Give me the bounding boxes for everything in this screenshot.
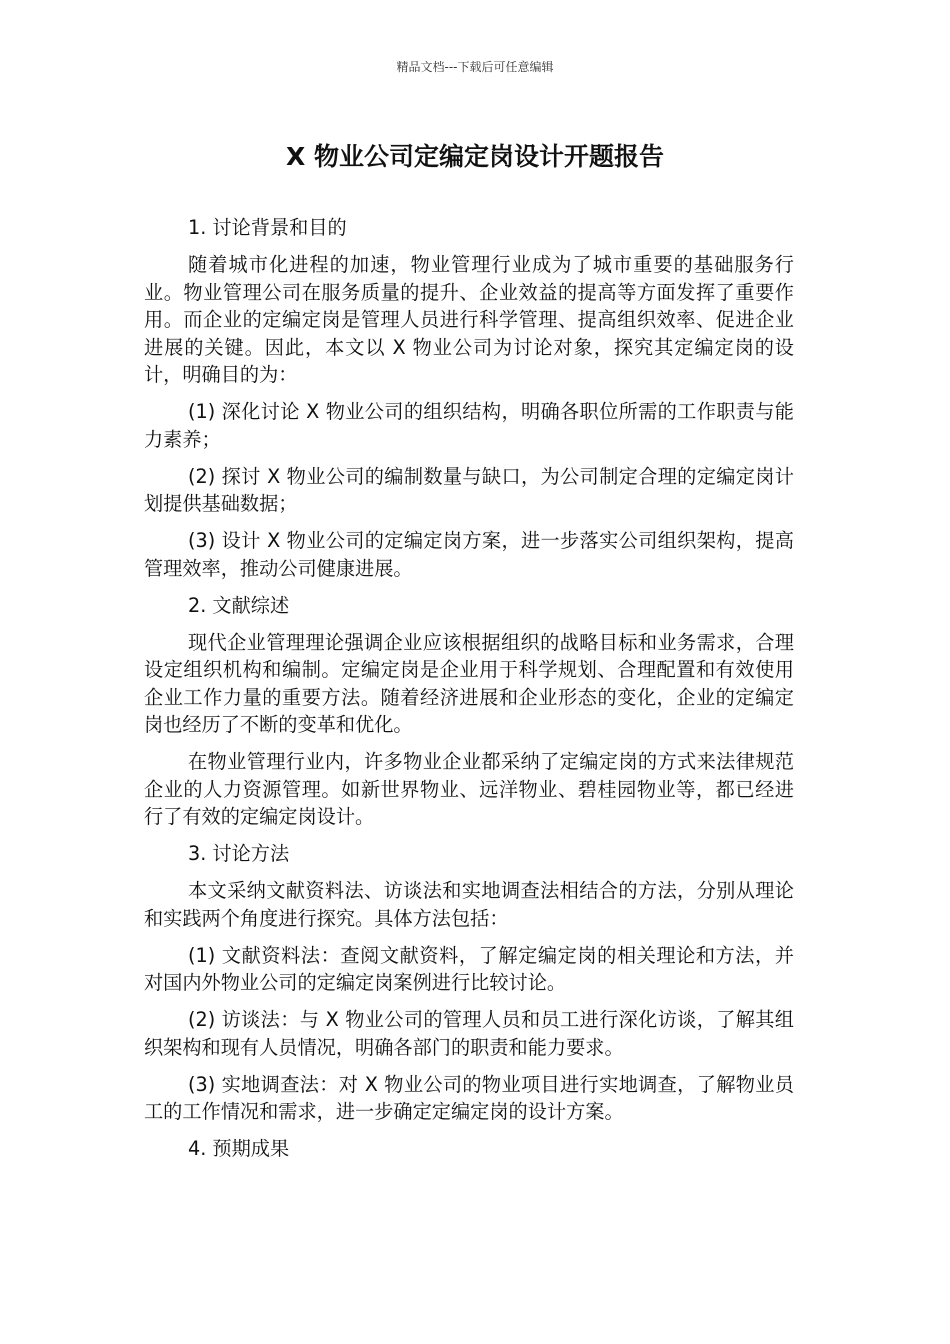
- document-title: X 物业公司定编定岗设计开题报告: [286, 142, 664, 171]
- paragraph-method-2: (2) 访谈法：与 X 物业公司的管理人员和员工进行深化访谈，了解其组织架构和现有人员情况，明确各部门的职责和能力要求。: [144, 1008, 794, 1059]
- section-heading-background: 1. 讨论背景和目的: [188, 216, 347, 239]
- paragraph-background: 随着城市化进程的加速，物业管理行业成为了城市重要的基础服务行业。物业管理公司在服务质量的提升、企业效益的提高等方面发挥了重要作用。而企业的定编定岗是管理人员进行科学管理、提高组织效率、促进企业进展的关键。因此，本文以 X 物业公司为讨论对象，探究其定编定岗的设计，明确目的为：: [144, 253, 794, 386]
- paragraph-method-3: (3) 实地调查法：对 X 物业公司的物业项目进行实地调查，了解物业员工的工作情况和需求，进一步确定定编定岗的设计方案。: [144, 1072, 794, 1123]
- paragraph-goal-2: (2) 探讨 X 物业公司的编制数量与缺口，为公司制定合理的定编定岗计划提供基础数据；: [144, 464, 794, 515]
- paragraph-method-1: (1) 文献资料法：查阅文献资料，了解定编定岗的相关理论和方法，并对国内外物业公司的定编定岗案例进行比较讨论。: [144, 943, 794, 994]
- header-note: 精品文档---下载后可任意编辑: [396, 60, 554, 74]
- paragraph-goal-3: (3) 设计 X 物业公司的定编定岗方案，进一步落实公司组织架构，提高管理效率，推动公司健康进展。: [144, 529, 794, 580]
- paragraph-literature-2: 在物业管理行业内，许多物业企业都采纳了定编定岗的方式来法律规范企业的人力资源管理。如新世界物业、远洋物业、碧桂园物业等，都已经进行了有效的定编定岗设计。: [144, 750, 794, 828]
- document-body: [144, 214, 794, 1172]
- paragraph-literature-1: 现代企业管理理论强调企业应该根据组织的战略目标和业务需求，合理设定组织机构和编制。定编定岗是企业用于科学规划、合理配置和有效使用企业工作力量的重要方法。随着经济进展和企业形态的变化，企业的定编定岗也经历了不断的变革和优化。: [144, 630, 794, 736]
- paragraph-methods-intro: 本文采纳文献资料法、访谈法和实地调查法相结合的方法，分别从理论和实践两个角度进行探究。具体方法包括：: [144, 879, 794, 930]
- section-heading-literature: 2. 文献综述: [188, 593, 290, 617]
- paragraph-goal-1: (1) 深化讨论 X 物业公司的组织结构，明确各职位所需的工作职责与能力素养；: [144, 400, 794, 451]
- section-heading-outcomes: 4. 预期成果: [188, 1137, 290, 1160]
- section-heading-methods: 3. 讨论方法: [188, 842, 290, 865]
